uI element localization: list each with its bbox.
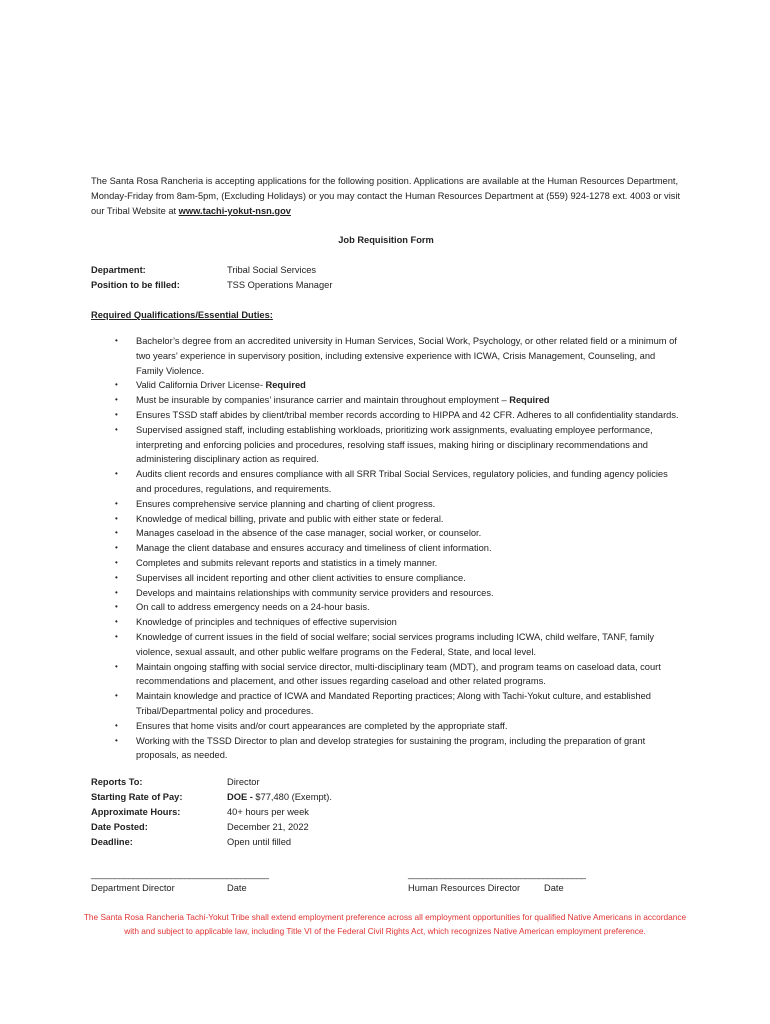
- bullet-icon: •: [115, 336, 118, 345]
- duty-text: Maintain knowledge and practice of ICWA and Mandated Reporting practices; Along with Tachi-Yokut culture, and established Tribal/Departmental policy and procedures.: [136, 691, 651, 716]
- duty-required-label: Required: [509, 395, 550, 406]
- date-posted-value: December 21, 2022: [227, 822, 309, 833]
- position-row: [91, 278, 681, 293]
- duty-text: Audits client records and ensures compliance with all SRR Tribal Social Services, regulatory policies, and funding agency policies and procedures, regulations, and requirements.: [136, 469, 668, 494]
- duties-list: [91, 334, 681, 763]
- duty-text: Supervised assigned staff, including establishing workloads, prioritizing work assignments, evaluating employee performance, interpreting and enforcing policies and procedures, resolving staff issues, making hiring or disciplinary recommendations and administering disciplinary action as required.: [136, 424, 653, 465]
- bullet-icon: •: [115, 498, 118, 508]
- duty-item: [91, 630, 681, 660]
- tribal-website-link[interactable]: www.tachi-yokut-nsn.gov: [178, 206, 291, 216]
- duty-text: Knowledge of medical billing, private and public with either state or federal.: [136, 513, 444, 524]
- duty-text: Maintain ongoing staffing with social service director, multi-disciplinary team (MDT), and program teams on caseload data, court recommendations and placement, and other issues regarding caseload and other related programs.: [136, 661, 661, 687]
- form-title: Job Requisition Form: [338, 235, 434, 245]
- date-posted-row: [91, 820, 681, 835]
- duty-item: [91, 571, 681, 586]
- bullet-icon: •: [115, 602, 118, 612]
- duty-item: [91, 600, 681, 615]
- date-posted-label: Date Posted:: [91, 822, 148, 833]
- signature-line-right: ______________________________________: [408, 869, 586, 880]
- qualifications-heading: Required Qualifications/Essential Duties:: [91, 310, 273, 320]
- deadline-label: Deadline:: [91, 837, 133, 848]
- bullet-icon: •: [115, 409, 118, 419]
- duty-required-label: Required: [265, 380, 306, 391]
- department-value: Tribal Social Services: [227, 265, 317, 275]
- duty-item: [91, 467, 681, 497]
- bullet-icon: •: [115, 543, 118, 553]
- reports-to-value: Director: [227, 777, 260, 788]
- duty-text: Must be insurable by companies’ insurance carrier and maintain throughout employment –: [136, 395, 510, 406]
- signature-block: [91, 868, 681, 908]
- duty-text: Supervises all incident reporting and other client activities to ensure compliance.: [136, 572, 466, 583]
- duty-text: Valid California Driver License-: [136, 380, 266, 391]
- duty-item: [91, 423, 681, 467]
- duty-item: [91, 734, 681, 764]
- department-director-label: Department Director: [91, 883, 175, 894]
- bullet-icon: •: [115, 557, 118, 567]
- duty-item: [91, 408, 681, 423]
- position-info-block: [91, 775, 681, 850]
- signature-label-right: [408, 883, 585, 893]
- hr-director-date-label: Date: [544, 883, 564, 894]
- bullet-icon: •: [115, 572, 118, 582]
- hours-row: [91, 805, 681, 820]
- duty-item: [91, 689, 681, 719]
- signature-line-left: ______________________________________: [91, 869, 269, 880]
- rate-value-wrap: [227, 790, 681, 805]
- duty-item: [91, 393, 681, 408]
- hours-label: Approximate Hours:: [91, 807, 181, 818]
- duty-text: Knowledge of current issues in the field of social welfare; social services programs including ICWA, child welfare, TANF, family violence, sexual assault, and other public welfare programs on the Federal, State, and local level.: [136, 631, 655, 657]
- position-label: Position to be filled:: [91, 280, 180, 290]
- duty-item: [91, 541, 681, 556]
- bullet-icon: •: [115, 469, 118, 479]
- hr-director-label: Human Resources Director: [408, 883, 521, 894]
- bullet-icon: •: [115, 691, 118, 701]
- duty-item: [91, 497, 681, 512]
- bullet-icon: •: [115, 528, 118, 538]
- department-director-signature: [91, 868, 268, 893]
- bullet-icon: •: [115, 380, 118, 390]
- bullet-icon: •: [115, 513, 118, 523]
- hours-value: 40+ hours per week: [227, 807, 309, 818]
- duty-text: Manage the client database and ensures accuracy and timeliness of client information.: [136, 543, 492, 554]
- reports-to-label: Reports To:: [91, 777, 143, 788]
- department-label: Department:: [91, 265, 146, 275]
- employment-preference-disclaimer: The Santa Rosa Rancheria Tachi-Yokut Tribe shall extend employment preference across all employment opportunities for qualified Native Americans in accordance with and subject to applicable law, including Title VI of the Federal Civil Rights Act, which recognizes Native American employment preference.: [83, 912, 687, 936]
- bullet-icon: •: [115, 720, 118, 730]
- rate-value: $77,480 (Exempt).: [255, 792, 332, 803]
- duty-text: Bachelor’s degree from an accredited university in Human Services, Social Work, Psychology, or other related field or a minimum of two years’ experience in supervisory position, including extensive experience with ICWA, Crisis Management, Counseling, and Family Violence.: [136, 336, 677, 376]
- duty-text: On call to address emergency needs on a 24-hour basis.: [136, 602, 370, 613]
- bullet-icon: •: [115, 631, 118, 641]
- duty-text: Ensures that home visits and/or court appearances are completed by the appropriate staff.: [136, 720, 508, 731]
- reports-to-row: [91, 775, 681, 790]
- bullet-icon: •: [115, 587, 118, 597]
- bullet-icon: •: [115, 424, 118, 434]
- department-row: [91, 263, 681, 278]
- deadline-value: Open until filled: [227, 837, 292, 848]
- duty-item: [91, 378, 681, 393]
- bullet-icon: •: [115, 735, 118, 745]
- intro-paragraph: [91, 174, 681, 219]
- rate-row: [91, 790, 681, 805]
- duty-text: Manages caseload in the absence of the case manager, social worker, or counselor.: [136, 528, 482, 539]
- rate-label: Starting Rate of Pay:: [91, 792, 183, 803]
- duty-item: [91, 719, 681, 734]
- duty-text: Ensures comprehensive service planning and charting of client progress.: [136, 498, 436, 509]
- department-block: [91, 263, 681, 293]
- duty-text: Knowledge of principles and techniques of effective supervision: [136, 617, 397, 628]
- duty-item: [91, 556, 681, 571]
- intro-text: The Santa Rosa Rancheria is accepting applications for the following position. Applications are available at the Human Resources Department, Monday-Friday from 8am-5pm, (Excluding Holidays) or you may contact the Human Resources Department at (559) 924-1278 ext. 4003 or visit our Tribal Website at: [91, 176, 681, 216]
- duty-item: [91, 660, 681, 690]
- position-value: TSS Operations Manager: [227, 280, 333, 290]
- duty-item: [91, 586, 681, 601]
- duty-item: [91, 526, 681, 541]
- bullet-icon: •: [115, 617, 118, 627]
- duty-item: [91, 615, 681, 630]
- hr-director-signature: [408, 868, 585, 893]
- department-director-date-label: Date: [227, 883, 247, 894]
- bullet-icon: •: [115, 395, 118, 405]
- duty-text: Ensures TSSD staff abides by client/tribal member records according to HIPPA and 42 CFR. Adheres to all confidentiality standards.: [136, 409, 679, 420]
- job-posting-document: [91, 174, 681, 908]
- rate-doe: DOE -: [227, 792, 256, 803]
- duty-text: Working with the TSSD Director to plan and develop strategies for sustaining the program, including the preparation of grant proposals, as needed.: [136, 735, 646, 761]
- duty-item: [91, 512, 681, 527]
- signature-label-left: [91, 883, 268, 893]
- duty-text: Completes and submits relevant reports and statistics in a timely manner.: [136, 557, 438, 568]
- bullet-icon: •: [115, 661, 118, 671]
- deadline-row: [91, 835, 681, 850]
- duty-text: Develops and maintains relationships with community service providers and resources.: [136, 587, 494, 598]
- duty-item: [91, 334, 681, 378]
